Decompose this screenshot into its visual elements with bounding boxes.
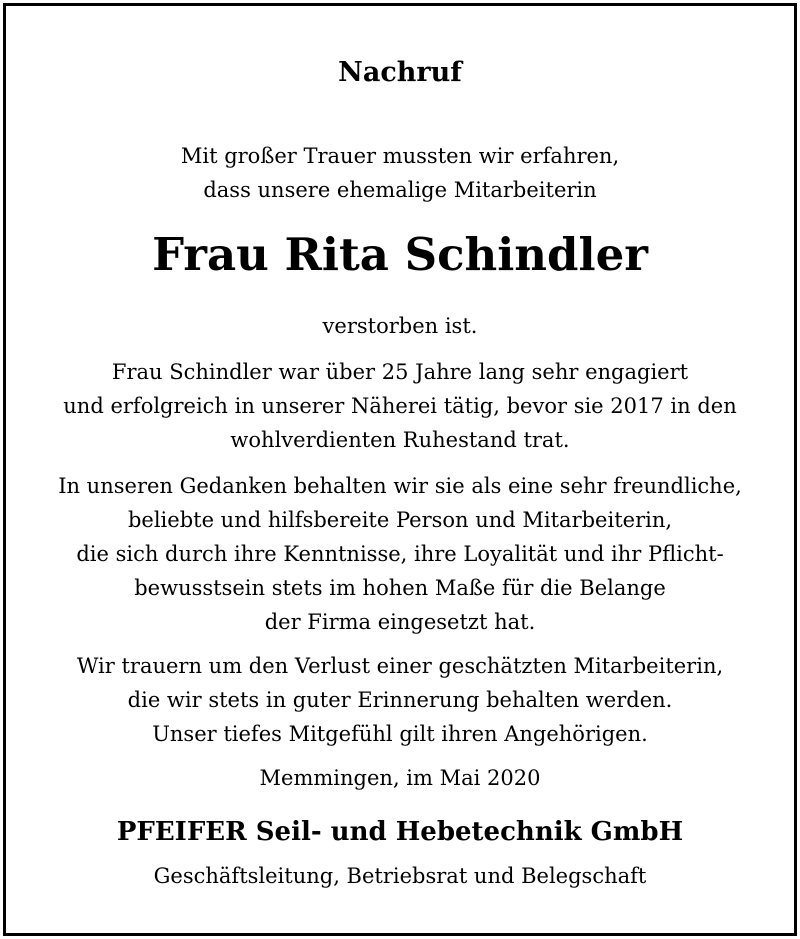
place-date: Memmingen, im Mai 2020 [259,766,541,790]
paragraph-line: bewusstsein stets im hohen Maße für die Belange [134,576,666,600]
paragraph-line: der Firma eingesetzt hat. [264,610,536,634]
intro-line: Mit großer Trauer mussten wir erfahren, [180,144,620,168]
signers-text: Geschäftsleitung, Betriebsrat und Belegschaft [153,864,647,888]
paragraph-line: beliebte und hilfsbereite Person und Mitarbeiterin, [127,508,673,532]
paragraph-line: wohlverdienten Ruhestand trat. [230,428,570,452]
deceased-name: Frau Rita Schindler [152,228,648,281]
paragraph-line: In unseren Gedanken behalten wir sie als eine sehr freundliche, [58,474,742,498]
paragraph-line: Wir trauern um den Verlust einer geschätzten Mitarbeiterin, [76,654,724,678]
memory-paragraph [6,469,794,639]
notice-title: Nachruf [338,57,462,88]
paragraph-line: Unser tiefes Mitgefühl gilt ihren Angehörigen. [152,722,648,746]
paragraph-line: die sich durch ihre Kenntnisse, ihre Loyalität und ihr Pflicht- [76,542,724,566]
paragraph-line: Frau Schindler war über 25 Jahre lang sehr engagiert [111,360,689,384]
deceased-text: verstorben ist. [322,314,478,338]
paragraph-line: die wir stets in guter Erinnerung behalten werden. [127,688,673,712]
career-paragraph [6,355,794,457]
paragraph-line: und erfolgreich in unserer Näherei tätig, bevor sie 2017 in den [63,394,737,418]
intro-text [6,139,794,207]
condolence-paragraph [6,649,794,751]
company-name: PFEIFER Seil- und Hebetechnik GmbH [116,817,684,847]
intro-line: dass unsere ehemalige Mitarbeiterin [203,178,597,202]
obituary-frame [3,3,797,936]
